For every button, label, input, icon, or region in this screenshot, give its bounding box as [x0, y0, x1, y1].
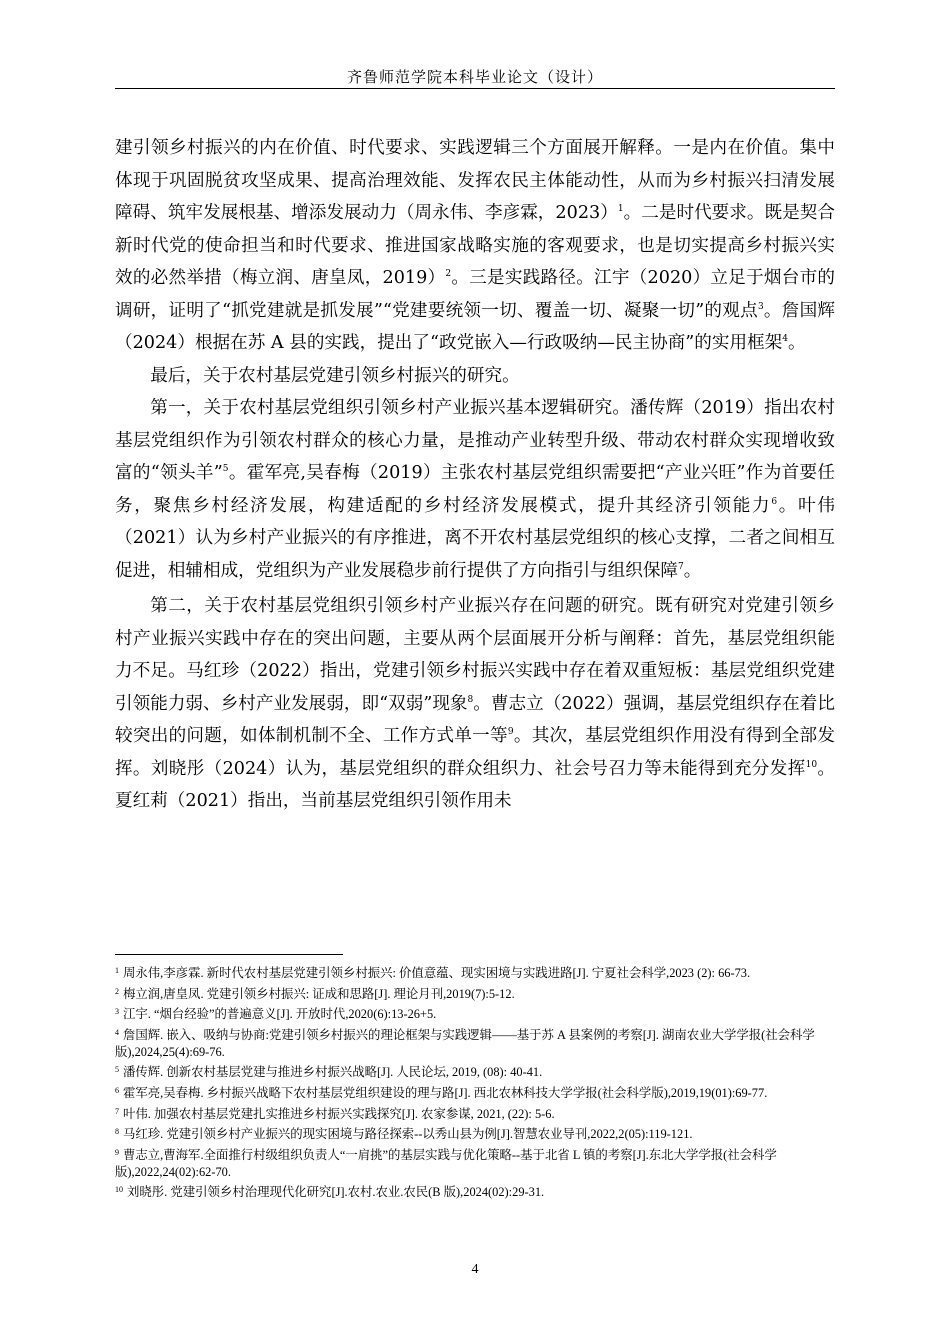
footnote-ref-10[interactable]: 10 [805, 759, 818, 770]
footnotes [115, 962, 835, 1202]
paragraph-3: 第一，关于农村基层党组织引领乡村产业振兴基本逻辑研究。潘传辉（2019）指出农村基层党组织作为引领农村群众的核心力量，是推动产业转型升级、带动农村群众实现增收致富的“领头羊”$^5$。霍军亮,吴春梅（2019）主张农村基层党组织需要把“产业兴旺”作为首要任务，聚焦乡村经济发展，构建适配的乡村经济发展模式，提升其经济引领能力$^6$。叶伟（2021）认为乡村产业振兴的有序推进，离不开农村基层党组织的核心支撑，二者之间相互促进，相辅相成，党组织为产业发展稳步前行提供了方向指引与组织保障$^7$。 [115, 398, 835, 581]
page-header: 齐鲁师范学院本科毕业论文（设计） [346, 68, 603, 86]
footnote: $^7$ 叶伟. 加强农村基层党建扎实推进乡村振兴实践探究[J]. 农家参谋, 2021, (22): 5-6. [115, 1106, 555, 1121]
footnote-ref-5[interactable]: 5 [222, 464, 229, 474]
body-text [115, 132, 835, 818]
footnote: $^6$ 霍军亮,吴春梅. 乡村振兴战略下农村基层党组织建设的理与路[J]. 西北农林科技大学学报(社会科学版),2019,19(01):69-77. [115, 1085, 768, 1100]
footnote-ref-7[interactable]: 7 [678, 561, 684, 572]
paragraph-4: 第二，关于农村基层党组织引领乡村产业振兴存在问题的研究。既有研究对党建引领乡村产业振兴实践中存在的突出问题，主要从两个层面展开分析与阐释：首先，基层党组织能力不足。马红珍（2022）指出，党建引领乡村振兴实践中存在着双重短板：基层党组织党建引领能力弱、乡村产业发展弱，即“双弱”现象$^8$。曹志立（2022）强调，基层党组织存在着比较突出的问题，如体制机制不全、工作方式单一等$^9$。其次，基层党组织作用没有得到全部发挥。刘晓彤（2024）认为，基层党组织的群众组织力、社会号召力等未能得到充分发挥$^{10}$。夏红莉（2021）指出，当前基层党组织引领作用未 [115, 596, 835, 811]
footnote-ref-1[interactable]: 1 [617, 204, 624, 214]
footnote: $^8$ 马红珍. 党建引领乡村产业振兴的现实困境与路径探索--以秀山县为例[J].智慧农业导刊,2022,2(05):119-121. [115, 1127, 693, 1142]
footnote: $^3$ 江宇. “烟台经验”的普遍意义[J]. 开放时代,2020(6):13-26+5. [115, 1007, 437, 1022]
footnote: $^1$ 周永伟,李彦霖. 新时代农村基层党建引领乡村振兴: 价值意蕴、现实困境与实践进路[J]. 宁夏社会科学,2023 (2): 66-73. [115, 966, 751, 980]
footnote: $^9$ 曹志立,曹海军.全面推行村级组织负责人“一肩挑”的基层实践与优化策略--基于北省 L 镇的考察[J].东北大学学报(社会科学版),2022,24(02):62-70. [115, 1147, 777, 1179]
footnote-ref-4[interactable]: 4 [782, 334, 788, 344]
footnote: $^{10}$ 刘晓彤. 党建引领乡村治理现代化研究[J].农村.农业.农民(B 版),2024(02):29-31. [115, 1185, 545, 1200]
footnote-ref-3[interactable]: 3 [757, 301, 764, 312]
header-rule [115, 88, 835, 89]
footnote-ref-9[interactable]: 9 [507, 727, 514, 737]
footnote-ref-6[interactable]: 6 [771, 496, 778, 507]
footnote: $^2$ 梅立润,唐皇凤. 党建引领乡村振兴: 证成和思路[J]. 理论月刊,2019(7):5-12. [115, 986, 515, 1001]
footnote: $^4$ 詹国辉. 嵌入、吸纳与协商:党建引领乡村振兴的理论框架与实践逻辑——基于苏 A 县案例的考察[J]. 湖南农业大学学报(社会科学版),2024,25(4):69-76. [115, 1027, 815, 1059]
paragraph-1: 建引领乡村振兴的内在价值、时代要求、实践逻辑三个方面展开解释。一是内在价值。集中体现于巩固脱贫攻坚成果、提高治理效能、发挥农民主体能动性，从而为乡村振兴扫清发展障碍、筑牢发展根基、增添发展动力（周永伟、李彦霖，2023）$^1$。二是时代要求。既是契合新时代党的使命担当和时代要求、推进国家战略实施的客观要求，也是切实提高乡村振兴实效的必然举措（梅立润、唐皇凤，2019）$^2$。三是实践路径。江宇（2020）立足于烟台市的调研，证明了“抓党建就是抓发展”“党建要统领一切、覆盖一切、凝聚一切”的观点$^3$。詹国辉（2024）根据在苏 A 县的实践，提出了“政党嵌入—行政吸纳—民主协商”的实用框架$^4$。 [115, 138, 836, 353]
footnote: $^5$ 潘传辉. 创新农村基层党建与推进乡村振兴战略[J]. 人民论坛, 2019, (08): 40-41. [115, 1065, 543, 1080]
footnote-separator [115, 954, 343, 955]
page-number: 4 [471, 1262, 479, 1277]
footnote-ref-2[interactable]: 2 [445, 269, 452, 279]
paragraph-2: 最后，关于农村基层党建引领乡村振兴的研究。 [150, 365, 520, 386]
footnote-ref-8[interactable]: 8 [467, 694, 474, 705]
